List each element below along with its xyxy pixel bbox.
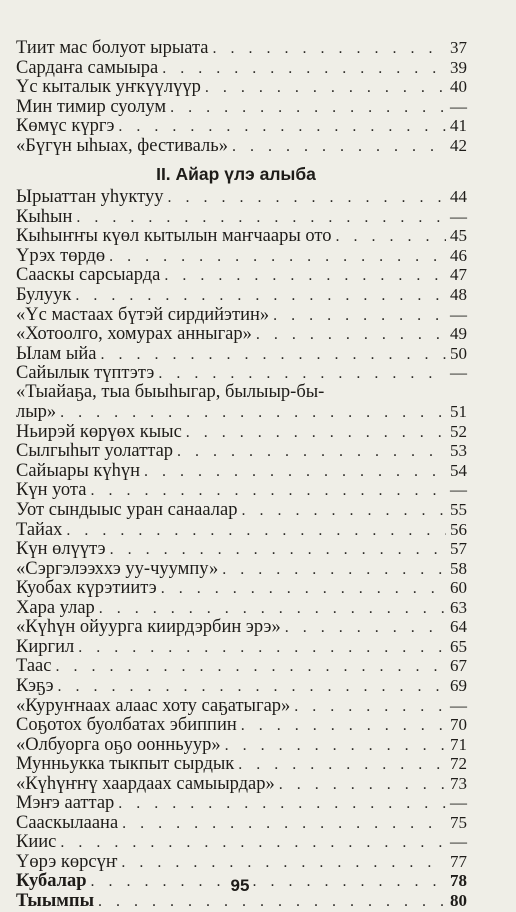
toc-entry — [16, 38, 476, 58]
toc-entry — [16, 136, 476, 156]
toc-entry — [16, 285, 476, 305]
toc-entry-title: Куобах күрэтиитэ — [16, 578, 157, 599]
toc-entry-page: — — [450, 480, 467, 500]
toc-entry — [16, 656, 476, 676]
toc-entry — [16, 305, 476, 325]
dot-leader — [95, 599, 446, 619]
toc-entry-page: 50 — [450, 343, 467, 363]
toc-entry-title: Уот сындыыс уран санаалар — [16, 500, 238, 521]
toc-entry — [16, 813, 476, 833]
toc-entry-page: 72 — [450, 754, 467, 774]
toc-entry-title: Киргил — [16, 636, 75, 657]
dot-leader — [154, 364, 446, 384]
toc-entry-page: 60 — [450, 578, 467, 598]
toc-entry-page: 63 — [450, 597, 467, 617]
toc-entry-page: — — [450, 96, 467, 116]
toc-entry-title: Ньирэй көрүөх кыыс — [16, 421, 182, 442]
dot-leader — [96, 345, 446, 365]
toc-entry — [16, 58, 476, 78]
toc-entry-title: Кубалар — [16, 871, 87, 892]
toc-entry-title: Ылам ыйа — [16, 343, 97, 364]
dot-leader — [54, 677, 446, 697]
toc-entry-page: — — [450, 793, 467, 813]
toc-entry-title: Көмүс күргэ — [16, 116, 115, 137]
toc-entry-title: Үс кыталык уҥкүүлүүр — [16, 77, 201, 98]
toc-group-1 — [16, 38, 476, 155]
dot-leader — [173, 442, 446, 462]
toc-entry — [16, 97, 476, 117]
toc-entry — [16, 116, 476, 136]
toc-entry-title: Булуук — [16, 285, 72, 306]
toc-entry — [16, 461, 476, 481]
section-heading: II. Айар үлэ алыба — [156, 164, 316, 185]
toc-entry — [16, 383, 476, 403]
toc-entry-title: «Үс мастаах бүтэй сирдийэтин» — [16, 304, 270, 325]
toc-entry-page: 77 — [450, 851, 467, 871]
dot-leader — [237, 716, 446, 736]
toc-entry — [16, 402, 476, 422]
toc-entry — [16, 363, 476, 383]
toc-entry-title: Үрэх төрдө — [16, 245, 106, 266]
dot-leader — [140, 462, 446, 482]
toc-entry — [16, 598, 476, 618]
dot-leader — [182, 423, 446, 443]
toc-entry-title: Сайылык түптэтэ — [16, 363, 155, 384]
toc-entry — [16, 715, 476, 735]
toc-entry-page: 55 — [450, 500, 467, 520]
dot-leader — [56, 403, 446, 423]
toc-entry-title: «Тыайаҕа, тыа быыһыгар, былыыр-бы- — [16, 381, 325, 402]
toc-entry-page: 42 — [450, 135, 467, 155]
toc-entry — [16, 246, 476, 266]
dot-leader — [269, 306, 446, 326]
toc-entry-title: лыр» — [16, 402, 57, 423]
toc-entry-title: Соҕотох буолбатах эбиппин — [16, 715, 237, 736]
toc-entry — [16, 77, 476, 97]
toc-entry — [16, 793, 476, 813]
toc-entry-title: Тыымпы — [16, 890, 95, 911]
toc-entry-title: Киис — [16, 832, 57, 853]
toc-entry-page: 58 — [450, 558, 467, 578]
table-of-contents — [16, 38, 476, 911]
page-number: 95 — [230, 876, 250, 895]
toc-entry-page: 80 — [450, 890, 467, 910]
dot-leader — [331, 227, 446, 247]
dot-leader — [209, 39, 447, 59]
toc-entry-title: «Күһүн ойуурга киирдэрбин эрэ» — [16, 617, 281, 638]
toc-entry-title: Тайах — [16, 519, 63, 540]
toc-entry — [16, 696, 476, 716]
toc-entry — [16, 774, 476, 794]
dot-leader — [164, 188, 446, 208]
toc-group-2 — [16, 187, 476, 910]
toc-entry-page: — — [450, 206, 467, 226]
toc-entry-page: 73 — [450, 773, 467, 793]
toc-entry — [16, 480, 476, 500]
toc-entry-title: «Бүгүн ыһыах, фестиваль» — [16, 135, 228, 156]
toc-entry-page: 52 — [450, 421, 467, 441]
dot-leader — [234, 755, 446, 775]
toc-entry-title: Сайыары күһүн — [16, 460, 141, 481]
dot-leader — [118, 814, 446, 834]
toc-entry-title: Таас — [16, 656, 52, 677]
toc-entry-page: 54 — [450, 460, 467, 480]
dot-leader — [160, 266, 446, 286]
dot-leader — [114, 794, 446, 814]
toc-entry — [16, 637, 476, 657]
dot-leader — [252, 325, 446, 345]
toc-entry-page: — — [450, 832, 467, 852]
toc-entry-title: Кэҕэ — [16, 675, 54, 696]
toc-entry-page: — — [450, 363, 467, 383]
toc-entry-page: 37 — [450, 38, 467, 57]
toc-entry — [16, 187, 476, 207]
toc-entry-title: «Куруҥнаах алаас хоту саҕатыгар» — [16, 695, 291, 716]
dot-leader — [158, 59, 446, 79]
toc-entry-page: — — [450, 695, 467, 715]
dot-leader — [281, 618, 446, 638]
toc-entry — [16, 754, 476, 774]
dot-leader — [166, 98, 446, 118]
toc-entry-title: Күн уота — [16, 480, 87, 501]
toc-entry-page: 56 — [450, 519, 467, 539]
dot-leader — [157, 579, 446, 599]
dot-leader — [62, 521, 446, 541]
toc-entry-title: Күн өлүүтэ — [16, 539, 106, 560]
toc-entry-page: 40 — [450, 77, 467, 97]
toc-entry — [16, 324, 476, 344]
dot-leader — [56, 833, 446, 853]
toc-entry-title: Кыһын — [16, 206, 73, 227]
toc-entry-page: 69 — [450, 675, 467, 695]
toc-entry — [16, 852, 476, 872]
toc-entry-page: 44 — [450, 187, 467, 207]
dot-leader — [218, 560, 446, 580]
toc-entry-title: Хара улар — [16, 597, 95, 618]
toc-entry-title: Сааскылаана — [16, 812, 119, 833]
toc-entry — [16, 578, 476, 598]
toc-entry-page: 47 — [450, 265, 467, 285]
dot-leader — [201, 78, 446, 98]
toc-entry-page: 48 — [450, 285, 467, 305]
toc-entry-page: 65 — [450, 636, 467, 656]
toc-entry-page: 78 — [450, 871, 467, 891]
toc-entry-title: Мин тимир суолум — [16, 96, 167, 117]
toc-entry-title: Үөрэ көрсүҥ — [16, 851, 118, 872]
toc-entry — [16, 539, 476, 559]
toc-entry-page: 39 — [450, 57, 467, 77]
toc-entry-title: Кыһыҥҥы күөл кытылын маҥчаары ото — [16, 226, 332, 247]
toc-entry-title: Сардаҥа самыыра — [16, 57, 159, 78]
toc-entry-page: 70 — [450, 715, 467, 735]
toc-entry-title: Сылгыһыт уолаттар — [16, 441, 174, 462]
dot-leader — [117, 853, 446, 873]
dot-leader — [106, 540, 446, 560]
toc-entry-title: Ырыаттан уһуктуу — [16, 187, 164, 208]
toc-entry — [16, 265, 476, 285]
toc-entry — [16, 422, 476, 442]
toc-entry-page: 51 — [450, 402, 467, 422]
toc-entry-title: Сааскы сарсыарда — [16, 265, 161, 286]
dot-leader — [114, 117, 446, 137]
toc-entry-page: 49 — [450, 324, 467, 344]
dot-leader — [290, 697, 446, 717]
toc-entry — [16, 559, 476, 579]
toc-entry-page: 64 — [450, 617, 467, 637]
toc-entry-title: «Олбуорга оҕо оонньуур» — [16, 734, 221, 755]
toc-entry-title: Тиит мас болуот ырыата — [16, 38, 209, 58]
toc-entry-page: — — [450, 304, 467, 324]
toc-entry-page: 71 — [450, 734, 467, 754]
toc-entry — [16, 500, 476, 520]
dot-leader — [86, 481, 446, 501]
toc-entry-page: 57 — [450, 539, 467, 559]
toc-entry — [16, 676, 476, 696]
toc-entry-page: 53 — [450, 441, 467, 461]
dot-leader — [228, 137, 446, 157]
toc-entry — [16, 226, 476, 246]
toc-entry-title: «Хотоолго, хомурах анныгар» — [16, 324, 252, 345]
toc-entry-page: 67 — [450, 656, 467, 676]
toc-entry-page: 45 — [450, 226, 467, 246]
toc-entry-page: 75 — [450, 812, 467, 832]
toc-entry-title: Мунньукка тыкпыт сырдык — [16, 754, 235, 775]
toc-entry — [16, 441, 476, 461]
dot-leader — [51, 657, 446, 677]
dot-leader — [105, 247, 446, 267]
toc-entry-title: «Күһүҥҥү хаардаах самыырдар» — [16, 773, 275, 794]
toc-entry — [16, 520, 476, 540]
toc-entry — [16, 617, 476, 637]
toc-entry — [16, 735, 476, 755]
dot-leader — [275, 775, 446, 795]
toc-entry-title: «Сэргэлээххэ уу-чуумпу» — [16, 558, 219, 579]
dot-leader — [74, 638, 446, 658]
toc-entry — [16, 207, 476, 227]
toc-entry — [16, 344, 476, 364]
toc-entry-page: 41 — [450, 116, 467, 136]
toc-entry — [16, 832, 476, 852]
toc-entry-page: 46 — [450, 245, 467, 265]
dot-leader — [71, 286, 446, 306]
dot-leader — [72, 208, 446, 228]
toc-entry-title: Мэҥэ ааттар — [16, 793, 115, 814]
dot-leader — [221, 736, 446, 756]
dot-leader — [237, 501, 446, 521]
